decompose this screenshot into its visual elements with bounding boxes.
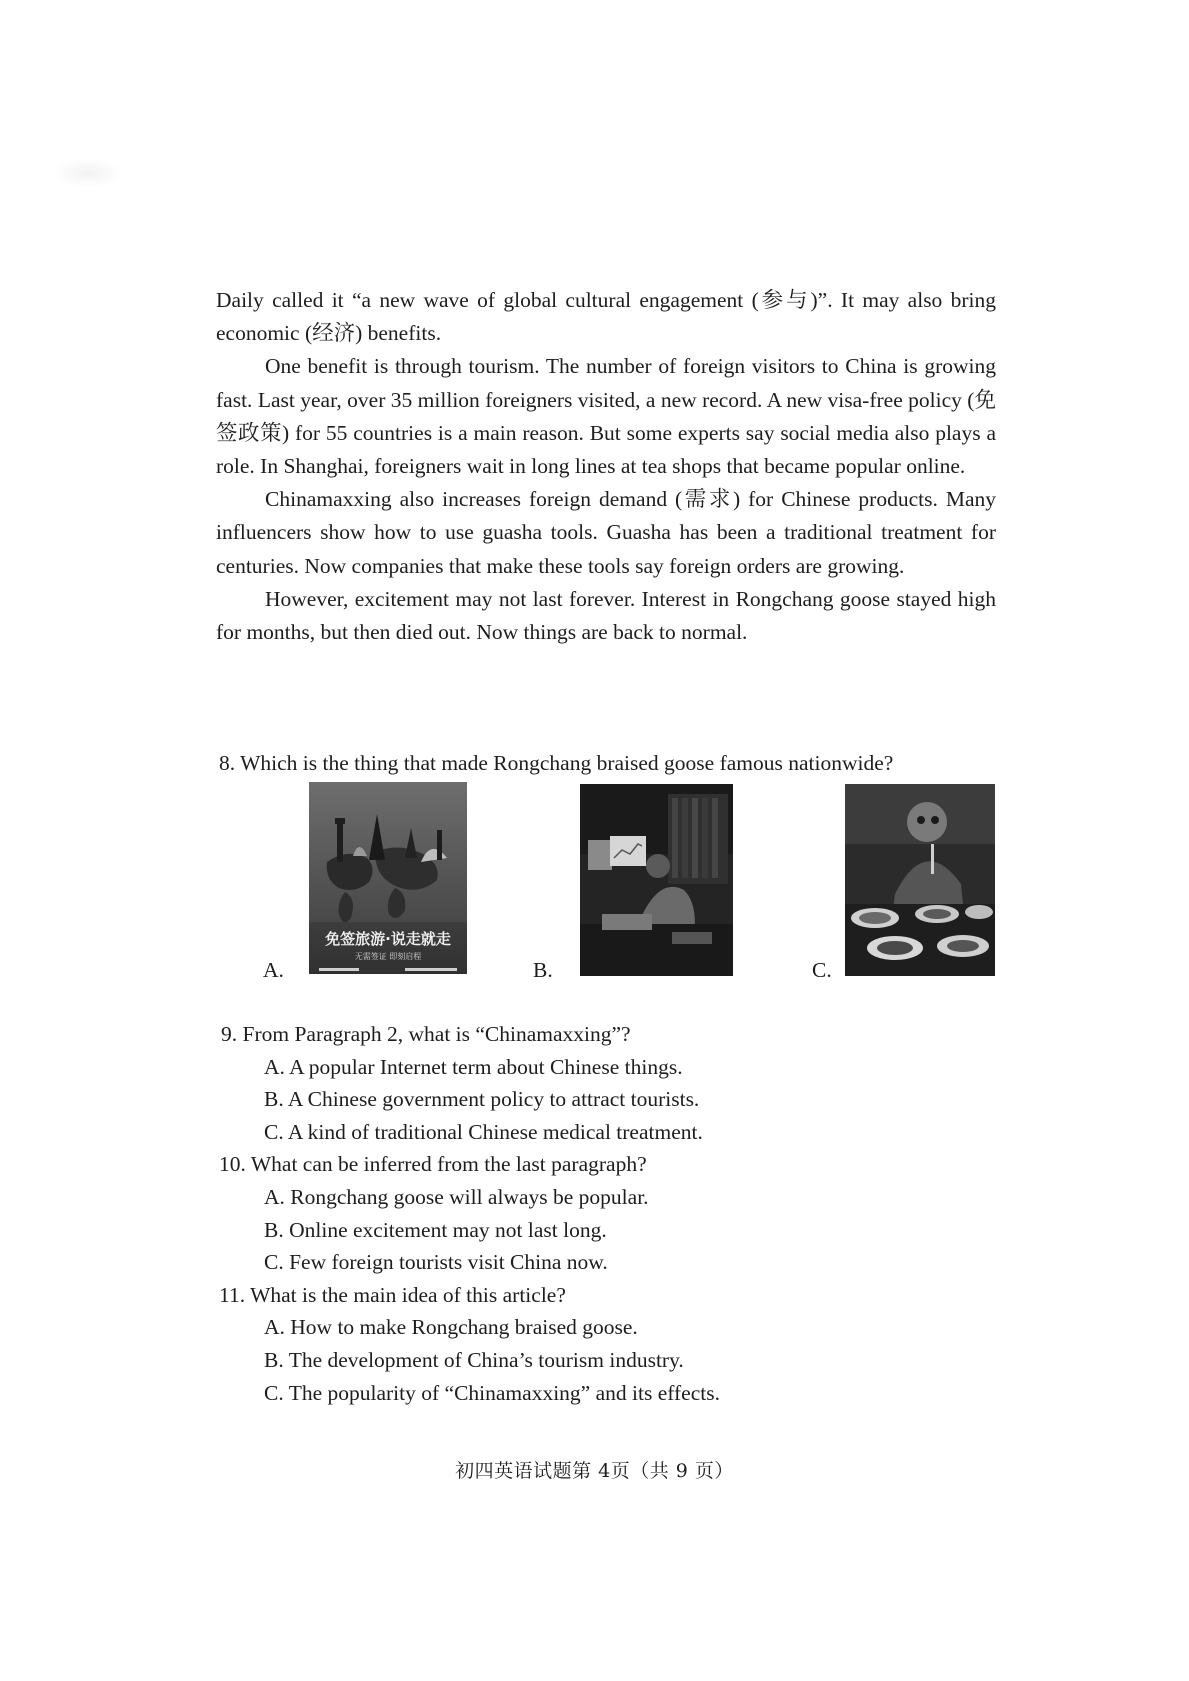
reading-passage [216,284,996,649]
q10-option-c: C. Few foreign tourists visit China now. [264,1250,608,1275]
person-at-computer-image [580,784,733,976]
option-b-letter: B. [533,958,553,982]
option-a-letter: A. [263,958,284,982]
poster-caption: 免签旅游·说走就走 [325,930,451,948]
q9-option-c: C. A kind of traditional Chinese medical treatment. [264,1119,703,1144]
poster-subcaption: 无需签证 即刻启程 [354,952,422,961]
person-eating-dishes-image [845,784,995,976]
question-10: 10. What can be inferred from the last paragraph? [219,1152,647,1177]
question-9: 9. From Paragraph 2, what is “Chinamaxxing”? [221,1022,631,1046]
page-footer: 初四英语试题第 4页（共 9 页） [455,1460,734,1482]
question-8: 8. Which is the thing that made Rongchang braised goose famous nationwide? [219,751,894,775]
paragraph-last: However, excitement may not last forever. Interest in Rongchang goose stayed high for months, but then died out. Now things are back to normal. [216,586,996,645]
questions-9-11 [219,1018,720,1409]
scan-smudge [52,158,122,188]
visa-free-travel-poster-image [309,782,467,974]
q10-option-a: A. Rongchang goose will always be popular. [264,1184,649,1209]
paragraph-demand: Chinamaxxing also increases foreign demand (需求) for Chinese products. Many influencers show how to use guasha tools. Guasha has been a traditional treatment for centuries. Now companies that make these tools say foreign orders are growing. [216,487,996,578]
question-11: 11. What is the main idea of this article? [219,1282,566,1307]
q11-option-b: B. The development of China’s tourism industry. [264,1347,684,1372]
q9-option-b: B. A Chinese government policy to attract tourists. [264,1087,700,1112]
q11-option-a: A. How to make Rongchang braised goose. [264,1315,638,1340]
paragraph-1-continued: Daily called it “a new wave of global cultural engagement (参与)”. It may also bring economic (经济) benefits. [216,288,996,346]
q10-option-b: B. Online excitement may not last long. [264,1217,607,1242]
q9-option-a: A. A popular Internet term about Chinese things. [264,1054,683,1079]
q11-option-c: C. The popularity of “Chinamaxxing” and its effects. [264,1380,720,1405]
option-c-letter: C. [812,958,832,982]
paragraph-tourism: One benefit is through tourism. The number of foreign visitors to China is growing fast. Last year, over 35 million foreigners visited, a new record. A new visa-free policy (免签政策) for 55 countries is a main reason. But some experts say social media also plays a role. In Shanghai, foreigners wait in long lines at tea shops that became popular online. [216,354,996,479]
